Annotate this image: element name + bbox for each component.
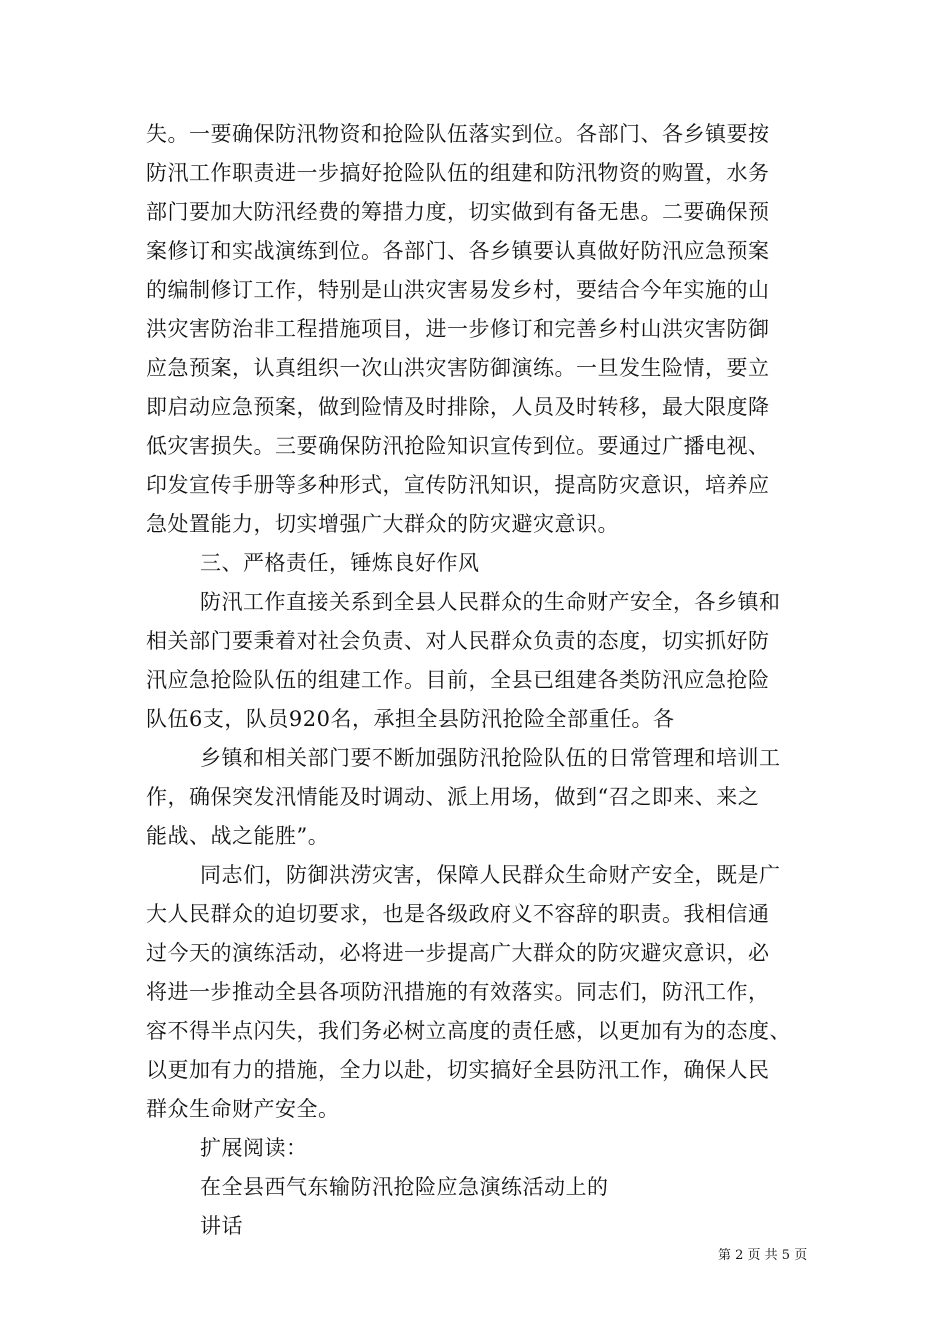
- related-title-line: 在全县西气东输防汛抢险应急演练活动上的: [200, 1175, 609, 1199]
- text-line: 汛应急抢险队伍的组建工作。目前，全县已组建各类防汛应急抢险: [146, 668, 770, 692]
- text-line: 的编制修订工作，特别是山洪灾害易发乡村，要结合今年实施的山: [146, 278, 770, 302]
- text-line: 低灾害损失。三要确保防汛抢险知识宣传到位。要通过广播电视、: [146, 434, 770, 458]
- text-line: 容不得半点闪失，我们务必树立高度的责任感，以更加有为的态度、: [146, 1019, 791, 1043]
- text-line: 防汛工作职责进一步搞好抢险队伍的组建和防汛物资的购置，水务: [146, 161, 770, 185]
- text-line: 应急预案，认真组织一次山洪灾害防御演练。一旦发生险情，要立: [146, 356, 770, 380]
- related-title-line: 讲话: [200, 1214, 243, 1238]
- text-line: 以更加有力的措施，全力以赴，切实搞好全县防汛工作，确保人民: [146, 1058, 770, 1082]
- text-line: 急处置能力，切实增强广大群众的防灾避灾意识。: [146, 512, 619, 536]
- text-line: 能战、战之能胜”。: [146, 824, 330, 848]
- text-line: 即启动应急预案，做到险情及时排除，人员及时转移，最大限度降: [146, 395, 770, 419]
- text-line: 相关部门要秉着对社会负责、对人民群众负责的态度，切实抓好防: [146, 629, 770, 653]
- text-line: 案修订和实战演练到位。各部门、各乡镇要认真做好防汛应急预案: [146, 239, 770, 263]
- page-number: 第 2 页 共 5 页: [718, 1248, 808, 1263]
- text-line: 乡镇和相关部门要不断加强防汛抢险队伍的日常管理和培训工: [200, 746, 781, 770]
- text-line: 失。一要确保防汛物资和抢险队伍落实到位。各部门、各乡镇要按: [146, 122, 770, 146]
- section-heading: 三、严格责任，锤炼良好作风: [200, 551, 480, 575]
- text-line: 大人民群众的迫切要求，也是各级政府义不容辞的职责。我相信通: [146, 902, 770, 926]
- text-line: 同志们，防御洪涝灾害，保障人民群众生命财产安全，既是广: [200, 863, 781, 887]
- extended-reading-label: 扩展阅读：: [200, 1136, 308, 1160]
- text-line: 印发宣传手册等多种形式，宣传防汛知识，提高防灾意识，培养应: [146, 473, 770, 497]
- text-line: 部门要加大防汛经费的筹措力度，切实做到有备无患。二要确保预: [146, 200, 770, 224]
- text-line: 过今天的演练活动，必将进一步提高广大群众的防灾避灾意识，必: [146, 941, 770, 965]
- text-line: 洪灾害防治非工程措施项目，进一步修订和完善乡村山洪灾害防御: [146, 317, 770, 341]
- text-line: 作，确保突发汛情能及时调动、派上用场，做到“召之即来、来之: [146, 785, 760, 809]
- text-line: 群众生命财产安全。: [146, 1097, 340, 1121]
- text-line: 防汛工作直接关系到全县人民群众的生命财产安全，各乡镇和: [200, 590, 781, 614]
- text-line: 队伍6支，队员920名，承担全县防汛抢险全部重任。各: [146, 707, 675, 731]
- text-line: 将进一步推动全县各项防汛措施的有效落实。同志们，防汛工作，: [146, 980, 770, 1004]
